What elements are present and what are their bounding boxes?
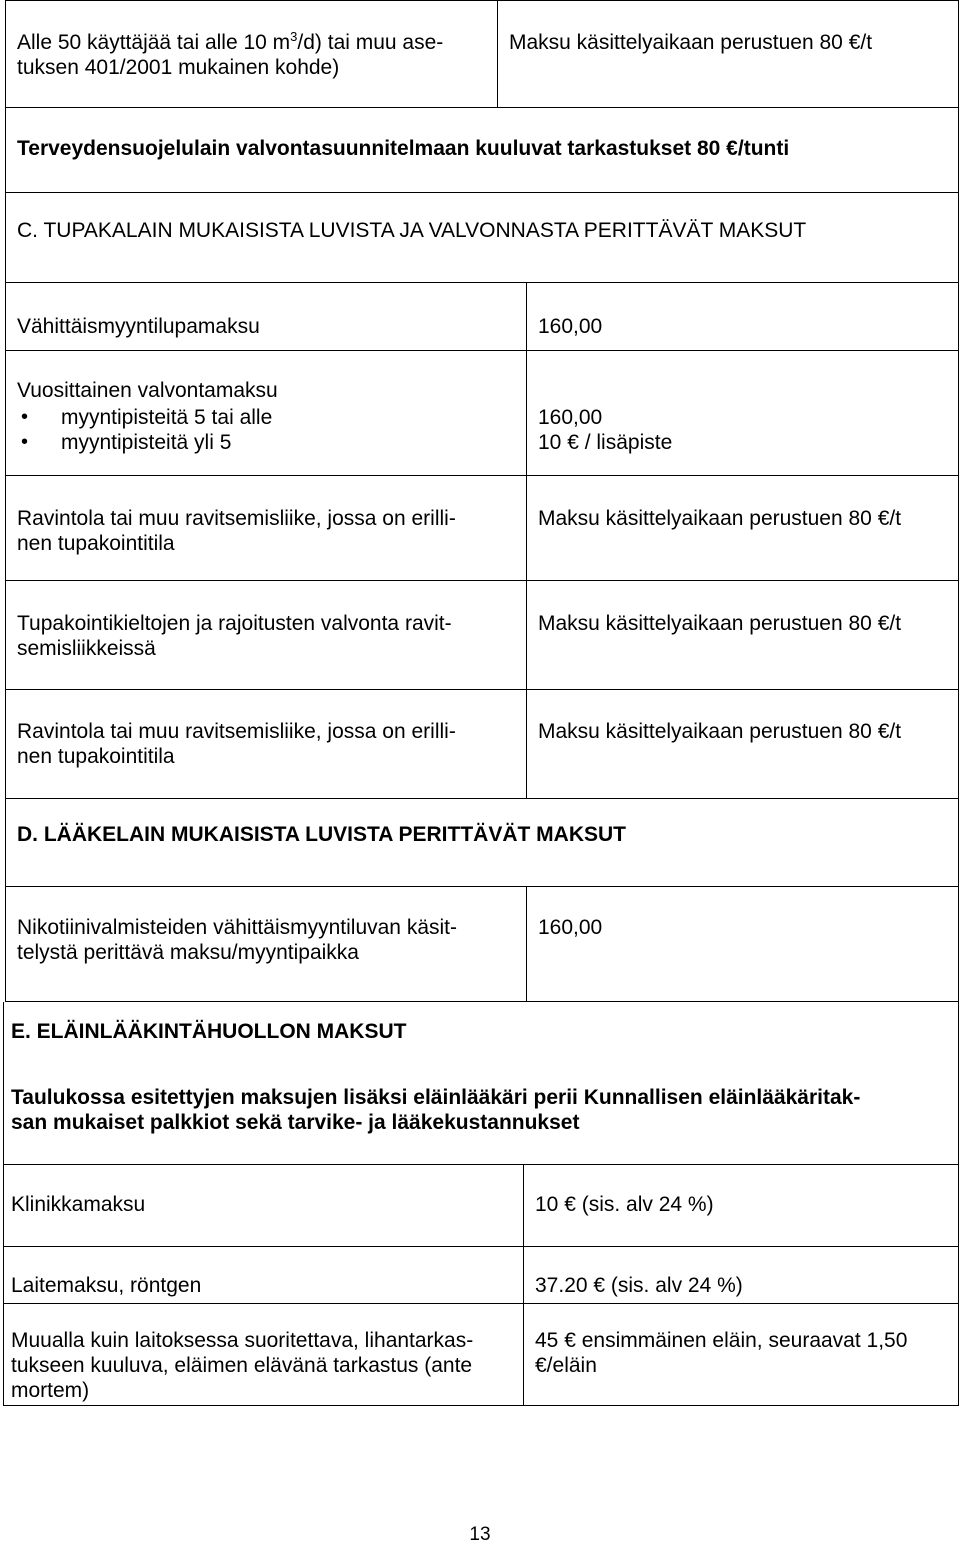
bullet-item: • myyntipisteitä yli 5 [17, 430, 272, 455]
restaurant-smoking-value: Maksu käsittelyaikaan perustuen 80 €/t [538, 507, 902, 530]
row-divider [5, 282, 959, 283]
ante-mortem-label: Muualla kuin laitoksessa suoritettava, lihantarkas- [11, 1329, 474, 1352]
column-divider [526, 886, 527, 1002]
row-divider [5, 107, 959, 108]
row-divider [3, 1164, 959, 1165]
clinic-fee-label: Klinikkamaksu [11, 1193, 146, 1216]
ante-mortem-label-line3: mortem) [11, 1379, 90, 1402]
restaurant-smoking-value-2: Maksu käsittelyaikaan perustuen 80 €/t [538, 720, 902, 743]
row1-label: Alle 50 käyttäjää tai alle 10 $m^3/d$) tai muu ase- [17, 29, 444, 54]
retail-permit-value: 160,00 [538, 315, 603, 338]
smoking-ban-value: Maksu käsittelyaikaan perustuen 80 €/t [538, 612, 902, 635]
row-divider [5, 798, 959, 799]
row-divider [5, 350, 959, 351]
clinic-fee-value: 10 € (sis. alv 24 %) [535, 1193, 714, 1216]
annual-fee-bullets [17, 405, 272, 455]
row2-text: Terveydensuojelulain valvontasuunnitelmaan kuuluvat tarkastukset 80 €/tunti [17, 137, 790, 160]
row1-value: Maksu käsittelyaikaan perustuen 80 €/t [509, 31, 873, 54]
section-e-heading: E. ELÄINLÄÄKINTÄHUOLLON MAKSUT [11, 1020, 407, 1043]
bullet-item: • myyntipisteitä 5 tai alle [17, 405, 272, 430]
smoking-ban-label-line2: semisliikkeissä [17, 637, 156, 660]
restaurant-smoking-label: Ravintola tai muu ravitsemisliike, jossa on erilli- [17, 507, 456, 530]
restaurant-smoking-label-2-line2: nen tupakointitila [17, 745, 175, 768]
column-divider [497, 0, 498, 107]
page-number: 13 [469, 1524, 491, 1545]
row-divider [5, 580, 959, 581]
column-divider [526, 282, 527, 798]
nicotine-permit-label: Nikotiinivalmisteiden vähittäismyyntiluvan käsit- [17, 916, 457, 939]
row-divider [5, 689, 959, 690]
retail-permit-label: Vähittäismyyntilupamaksu [17, 315, 260, 338]
row-divider [3, 1303, 959, 1304]
section-c-heading: C. TUPAKALAIN MUKAISISTA LUVISTA JA VALVONNASTA PERITTÄVÄT MAKSUT [17, 219, 807, 242]
annual-fee-label: Vuosittainen valvontamaksu [17, 379, 278, 402]
section-e-note: Taulukossa esitettyjen maksujen lisäksi eläinlääkäri perii Kunnallisen eläinlääkäritak- [11, 1086, 861, 1109]
ante-mortem-value-line2: €/eläin [535, 1354, 597, 1377]
annual-fee-value-1: 160,00 [538, 406, 603, 429]
restaurant-smoking-label-line2: nen tupakointitila [17, 532, 175, 555]
nicotine-permit-value: 160,00 [538, 916, 603, 939]
ante-mortem-value: 45 € ensimmäinen eläin, seuraavat 1,50 [535, 1329, 908, 1352]
smoking-ban-label: Tupakointikieltojen ja rajoitusten valvonta ravit- [17, 612, 452, 635]
section-d-heading: D. LÄÄKELAIN MUKAISISTA LUVISTA PERITTÄVÄT MAKSUT [17, 823, 626, 846]
restaurant-smoking-label-2: Ravintola tai muu ravitsemisliike, jossa on erilli- [17, 720, 456, 743]
row-divider [5, 192, 959, 193]
row-divider [5, 886, 959, 887]
row-divider [5, 475, 959, 476]
nicotine-permit-label-line2: telystä perittävä maksu/myyntipaikka [17, 941, 359, 964]
row1-label-line2: tuksen 401/2001 mukainen kohde) [17, 56, 340, 79]
column-divider [523, 1164, 524, 1406]
row-divider [3, 1246, 959, 1247]
section-e-note-line2: san mukaiset palkkiot sekä tarvike- ja lääkekustannukset [11, 1111, 580, 1134]
xray-fee-label: Laitemaksu, röntgen [11, 1274, 202, 1297]
xray-fee-value: 37.20 € (sis. alv 24 %) [535, 1274, 743, 1297]
ante-mortem-label-line2: tukseen kuuluva, eläimen elävänä tarkastus (ante [11, 1354, 473, 1377]
annual-fee-value-2: 10 € / lisäpiste [538, 431, 673, 454]
